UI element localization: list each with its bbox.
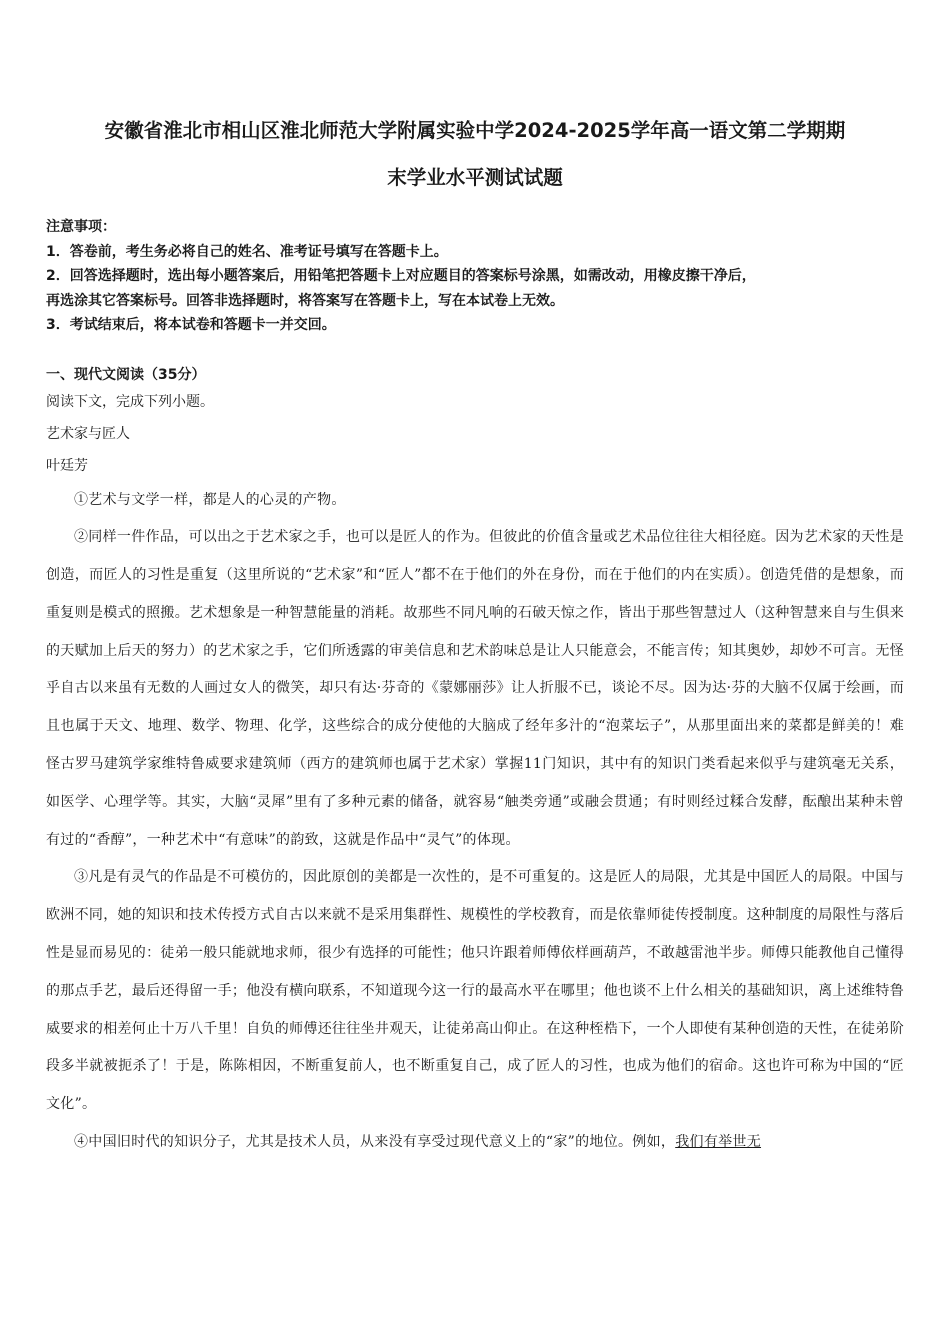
paragraph-2: ②同样一件作品，可以出之于艺术家之手，也可以是匠人的作为。但彼此的价值含量或艺术品位往往大相径庭。因为艺术家的天性是创造，而匠人的习性是重复（这里所说的“艺术家”和“匠人”都不在于他们的外在身份，而在于他们的内在实质）。创造凭借的是想象，而重复则是模式的照搬。艺术想象是一种智慧能量的消耗。故那些不同凡响的石破天惊之作，皆出于那些智慧过人（这种智慧来自与生俱来的天赋加上后天的努力）的艺术家之手，它们所透露的审美信息和艺术韵味总是让人只能意会，不能言传；知其奥妙，却妙不可言。无怪乎自古以来虽有无数的人画过女人的微笑，却只有达·芬奇的《蒙娜丽莎》让人折服不已，谈论不尽。因为达·芬的大脑不仅属于绘画，而且也属于天文、地理、数学、物理、化学，这些综合的成分使他的大脑成了经年多汁的“泡菜坛子”，从那里面出来的菜都是鲜美的！难怪古罗马建筑学家维特鲁威要求建筑师（西方的建筑师也属于艺术家）掌握11门知识，其中有的知识门类看起来似乎与建筑毫无关系，如医学、心理学等。其实，大脑“灵犀”里有了多种元素的储备，就容易“触类旁通”或融会贯通；有时则经过糅合发酵，酝酿出某种未曾有过的“香醇”，一种艺术中“有意味”的韵致，这就是作品中“灵气”的体现。	[46, 529, 904, 848]
reading-instruction: 阅读下文，完成下列小题。	[46, 393, 214, 410]
paragraph-1: ①艺术与文学一样，都是人的心灵的产物。	[74, 491, 346, 508]
notes-item-1: 1．答卷前，考生务必将自己的姓名、准考证号填写在答题卡上。	[46, 243, 448, 260]
article-title: 艺术家与匠人	[46, 425, 130, 442]
notes-heading: 注意事项：	[46, 219, 116, 235]
title-line-1: 安徽省淮北市相山区淮北师范大学附属实验中学2024-2025学年高一语文第二学期期	[104, 119, 846, 142]
paragraph-3: ③凡是有灵气的作品是不可模仿的，因此原创的美都是一次性的，是不可重复的。这是匠人的局限，尤其是中国匠人的局限。中国与欧洲不同，她的知识和技术传授方式自古以来就不是采用集群性、规模性的学校教育，而是依靠师徒传授制度。这种制度的局限性与落后性是显而易见的：徒弟一般只能就地求师，很少有选择的可能性；他只许跟着师傅依样画葫芦，不敢越雷池半步。师傅只能教他自己懂得的那点手艺，最后还得留一手；他没有横向联系，不知道现今这一行的最高水平在哪里；他也谈不上什么相关的基础知识，离上述维特鲁威要求的相差何止十万八千里！自负的师傅还往往坐井观天，让徒弟高山仰止。在这种桎梏下，一个人即使有某种创造的天性，在徒弟阶段多半就被扼杀了！于是，陈陈相因，不断重复前人，也不断重复自己，成了匠人的习性，也成为他们的宿命。这也许可称为中国的“匠文化”。	[46, 869, 904, 1113]
paragraph-4-underlined: 我们有举世无	[675, 1134, 762, 1151]
title-line-2: 末学业水平测试试题	[387, 166, 563, 189]
exam-notes	[46, 215, 904, 338]
notes-item-2a: 2．回答选择题时，选出每小题答案后，用铅笔把答题卡上对应题目的答案标号涂黑，如需改动，用橡皮擦干净后，	[46, 268, 756, 284]
notes-item-2b: 再选涂其它答案标号。回答非选择题时，将答案写在答题卡上，写在本试卷上无效。	[46, 292, 564, 309]
paragraph-4-text: ④中国旧时代的知识分子，尤其是技术人员，从来没有享受过现代意义上的“家”的地位。例如，	[74, 1134, 676, 1151]
article-author: 叶廷芳	[46, 457, 88, 474]
notes-item-3: 3．考试结束后，将本试卷和答题卡一并交回。	[46, 317, 336, 333]
section-heading: 一、现代文阅读（35分）	[46, 366, 206, 383]
paragraph-4	[46, 1124, 904, 1162]
document-title	[34, 108, 916, 201]
